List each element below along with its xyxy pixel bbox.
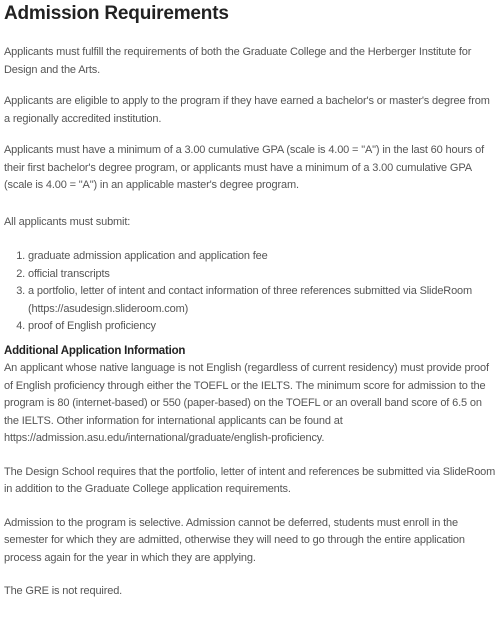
- slideroom-paragraph: The Design School requires that the portfolio, letter of intent and references be submitted via SlideRoom in addition to the Graduate College application requirements.: [4, 465, 496, 495]
- submit-intro-paragraph: All applicants must submit:: [4, 215, 131, 228]
- requirements-list: [4, 248, 496, 336]
- eligibility-paragraph: Applicants are eligible to apply to the program if they have earned a bachelor's or master's degree from a regionally accredited institution.: [4, 95, 490, 125]
- english-proficiency-paragraph: An applicant whose native language is not English (regardless of current residency) must provide proof of English proficiency through either the TOEFL or the IELTS. The minimum score for admission to the program is 80 (internet-based) or 550 (paper-based) on the TOEFL or an overall band score of 6.5 on the IELTS. Other information for international applicants can be found at https://admission.asu.edu/international/graduate/english-proficiency.: [4, 362, 489, 444]
- list-item: 3. a portfolio, letter of intent and contact information of three references submitted via SlideRoom (https://asudesign.slideroom.com): [28, 283, 496, 318]
- page-title: Admission Requirements: [4, 3, 229, 24]
- additional-info-heading: Additional Application Information: [4, 344, 186, 357]
- list-item: 1. graduate admission application and application fee: [28, 248, 496, 266]
- gre-paragraph: The GRE is not required.: [4, 585, 123, 597]
- list-item: 4. proof of English proficiency: [28, 318, 496, 336]
- requirements-intro-paragraph: Applicants must fulfill the requirements of both the Graduate College and the Herberger Institute for Design and the Arts.: [4, 46, 472, 76]
- list-item: 2. official transcripts: [28, 266, 496, 284]
- selective-admission-paragraph: Admission to the program is selective. Admission cannot be deferred, students must enroll in the semester for which they are admitted, otherwise they will need to go through the entire application process again for the year in which they are applying.: [4, 516, 465, 564]
- gpa-paragraph: Applicants must have a minimum of a 3.00 cumulative GPA (scale is 4.00 = "A") in the last 60 hours of their first bachelor's degree program, or applicants must have a minimum of a 3.00 cumulative GPA (scale is 4.00 = "A") in an applicable master's degree program.: [4, 144, 485, 191]
